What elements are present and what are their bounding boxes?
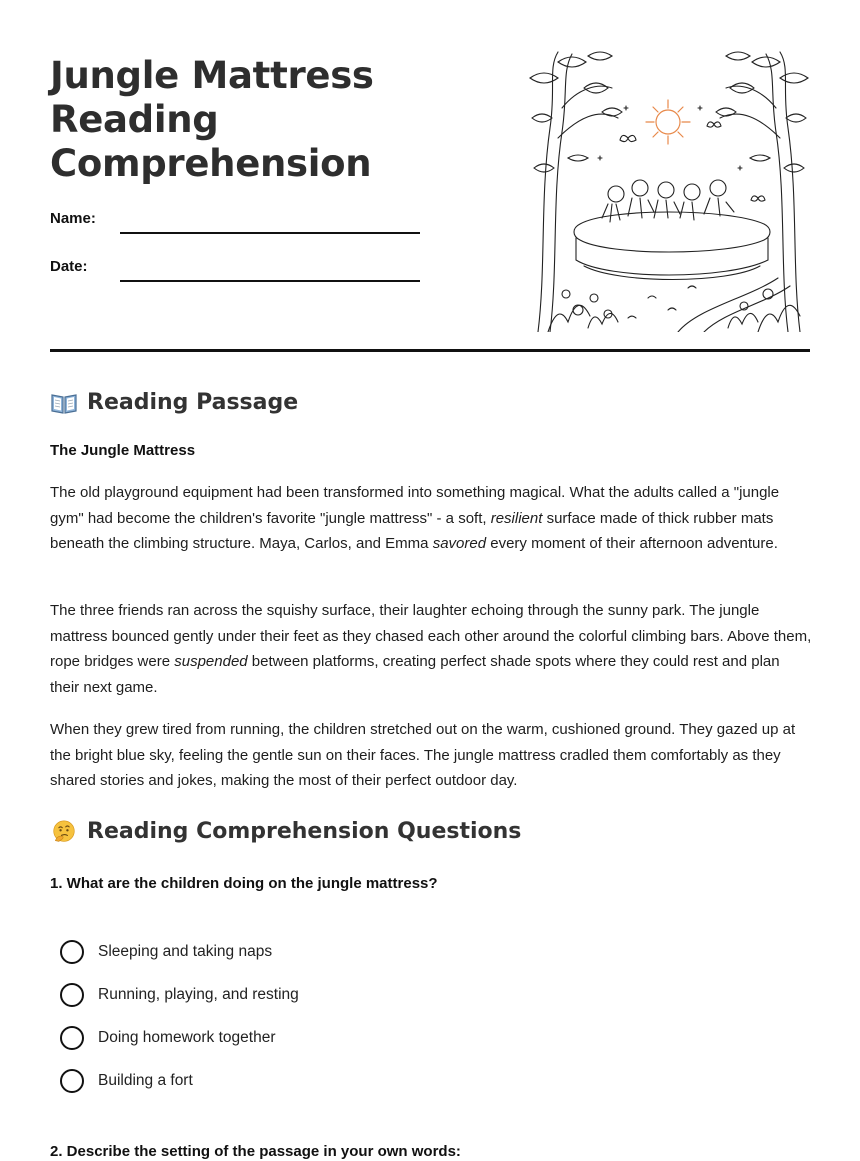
p1-text-a: The old playground equipment had been transformed into something magical. What the adults called a "jungle gym" had become the children's favorite "jungle mattress" - a soft, <box>50 484 780 527</box>
option-label: Building a fort <box>98 1072 193 1089</box>
passage-title: The Jungle Mattress <box>50 442 196 459</box>
option-label: Running, playing, and resting <box>98 986 299 1003</box>
thinking-face-icon <box>50 820 78 844</box>
passage-paragraph-2 <box>50 598 812 700</box>
date-field[interactable] <box>50 258 420 288</box>
sun-icon <box>646 100 690 144</box>
question-1-option-2[interactable] <box>60 982 299 1008</box>
question-1-text: 1. What are the children doing on the jungle mattress? <box>50 875 438 892</box>
radio-button[interactable] <box>60 1026 84 1050</box>
date-label: Date: <box>50 258 88 275</box>
page-title <box>50 54 470 186</box>
jungle-illustration <box>528 48 810 332</box>
worksheet-header <box>50 48 810 338</box>
vocab-savored: savored <box>432 535 487 552</box>
vocab-suspended: suspended <box>174 653 248 670</box>
question-1-option-1[interactable] <box>60 939 272 965</box>
option-label: Doing homework together <box>98 1029 276 1046</box>
title-line-1: Jungle Mattress <box>50 54 374 97</box>
option-label: Sleeping and taking naps <box>98 943 273 960</box>
radio-button[interactable] <box>60 940 84 964</box>
date-write-line[interactable] <box>120 280 420 282</box>
passage-paragraph-3: When they grew tired from running, the children stretched out on the warm, cushioned ground. They gazed up at the bright blue sky, feeling the gentle sun on their faces. The jungle mattress cradled them comfortably as they shared stories and jokes, making the most of their perfect outdoor day. <box>50 721 796 789</box>
header-divider <box>50 349 810 352</box>
radio-button[interactable] <box>60 1069 84 1093</box>
question-1-option-4[interactable] <box>60 1068 193 1094</box>
worksheet-page <box>50 0 810 1161</box>
name-field[interactable] <box>50 210 420 240</box>
name-label: Name: <box>50 210 96 227</box>
vocab-resilient: resilient <box>490 509 543 527</box>
p1-text-c: every moment of their afternoon adventure. <box>486 535 778 552</box>
p2-text-a: The three friends ran across the squishy surface, their laughter echoing through the sunny park. The jungle mattress bounced gently under their feet as they chased each other around the colorful climbing bars. Above them, rope bridges were <box>50 602 812 670</box>
question-2-text: 2. Describe the setting of the passage in your own words: <box>50 1143 461 1160</box>
title-line-3: Comprehension <box>50 142 372 185</box>
question-1-option-3[interactable] <box>60 1025 276 1051</box>
comprehension-questions-heading-text: Reading Comprehension Questions <box>87 819 522 844</box>
p2-text-b: between platforms, creating perfect shade spots where they could rest and plan their next game. <box>50 653 780 696</box>
reading-passage-heading <box>50 390 298 415</box>
name-write-line[interactable] <box>120 232 420 234</box>
title-line-2: Reading <box>50 98 219 141</box>
reading-passage-heading-text: Reading Passage <box>87 390 299 415</box>
comprehension-questions-heading <box>50 819 521 844</box>
passage-paragraph-1 <box>50 480 812 557</box>
open-book-icon <box>50 391 78 415</box>
p1-text-b: surface made of thick rubber mats beneath the climbing structure. Maya, Carlos, and Emma <box>50 509 774 552</box>
radio-button[interactable] <box>60 983 84 1007</box>
